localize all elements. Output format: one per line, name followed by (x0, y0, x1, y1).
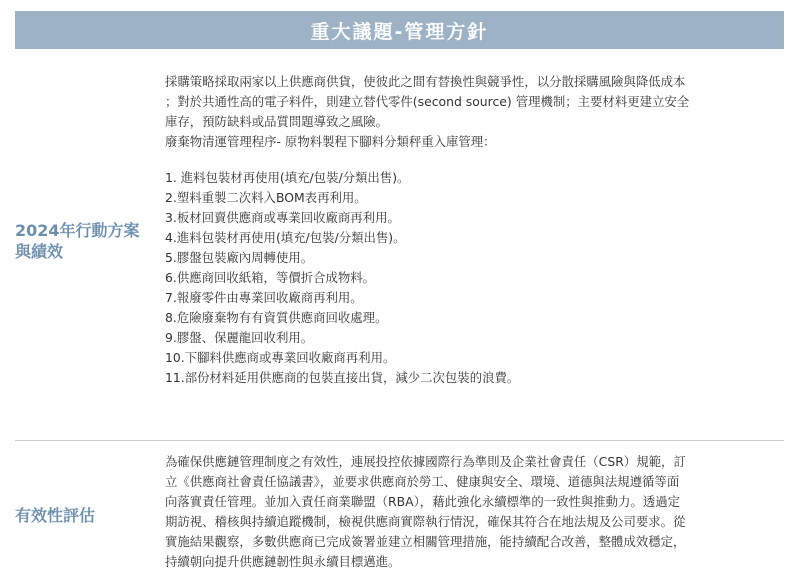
section-content-effectiveness (165, 452, 785, 572)
list-item: 6.供應商回收紙箱，等價折合成物料。 (165, 270, 376, 285)
list-item: 8.危險廢棄物有有資質供應商回收處理。 (165, 310, 388, 325)
intro-line: 採購策略採取兩家以上供應商供貨，使彼此之間有替換性與競爭性，以分散採購風險與降低成本 (165, 74, 686, 89)
paragraph-line: 期訪視、稽核與持續追蹤機制，檢視供應商實際執行情況，確保其符合在地法規及公司要求。從 (165, 514, 686, 529)
section-label-action-plan: 2024年行動方案與績效 (15, 221, 140, 261)
list-item: 7.報廢零件由專業回收廠商再利用。 (165, 290, 363, 305)
list-item: 10.下腳料供應商或專業回收廠商再利用。 (165, 350, 396, 365)
spacer (165, 152, 785, 168)
list-item: 9.膠盤、保麗龍回收利用。 (165, 330, 314, 345)
section-divider (15, 440, 784, 441)
list-item: 4.進料包裝材再使用(填充/包裝/分類出售)。 (165, 230, 406, 245)
page-title: 重大議題-管理方針 (15, 11, 784, 49)
intro-line: 庫存，預防缺料或品質問題導致之風險。 (165, 114, 389, 129)
list-item: 3.板材回賣供應商或專業回收廠商再利用。 (165, 210, 400, 225)
paragraph-line: 實施結果觀察，多數供應商已完成簽署並建立相關管理措施，能持續配合改善，整體成效穩定， (165, 534, 686, 549)
paragraph-line: 向落實責任管理。並加入責任商業聯盟（RBA），藉此強化永續標準的一致性與推動力。透過定 (165, 494, 681, 509)
intro-line: ；對於共通性高的電子料件，則建立替代零件(second source) 管理機制；主要材料更建立安全 (165, 94, 690, 109)
list-item: 5.膠盤包裝廠內周轉使用。 (165, 250, 314, 265)
paragraph-line: 持續朝向提升供應鏈韌性與永續目標邁進。 (165, 554, 401, 569)
list-item: 1. 進料包裝材再使用(填充/包裝/分類出售)。 (165, 170, 410, 185)
section-content-action-plan (165, 72, 785, 388)
list-item: 2.塑料重製二次料入BOM表再利用。 (165, 190, 367, 205)
paragraph-line: 立《供應商社會責任協議書》，並要求供應商於勞工、健康與安全、環境、道德與法規遵循等面 (165, 474, 680, 489)
list-item: 11.部份材料延用供應商的包裝直接出貨，減少二次包裝的浪費。 (165, 370, 520, 385)
intro-line: 廢棄物清運管理程序- 原物料製程下腳料分類秤重入庫管理： (165, 134, 496, 149)
section-label-effectiveness: 有效性評估 (15, 506, 96, 525)
paragraph-line: 為確保供應鏈管理制度之有效性，連展投控依據國際行為準則及企業社會責任（CSR）規範，訂 (165, 454, 686, 469)
